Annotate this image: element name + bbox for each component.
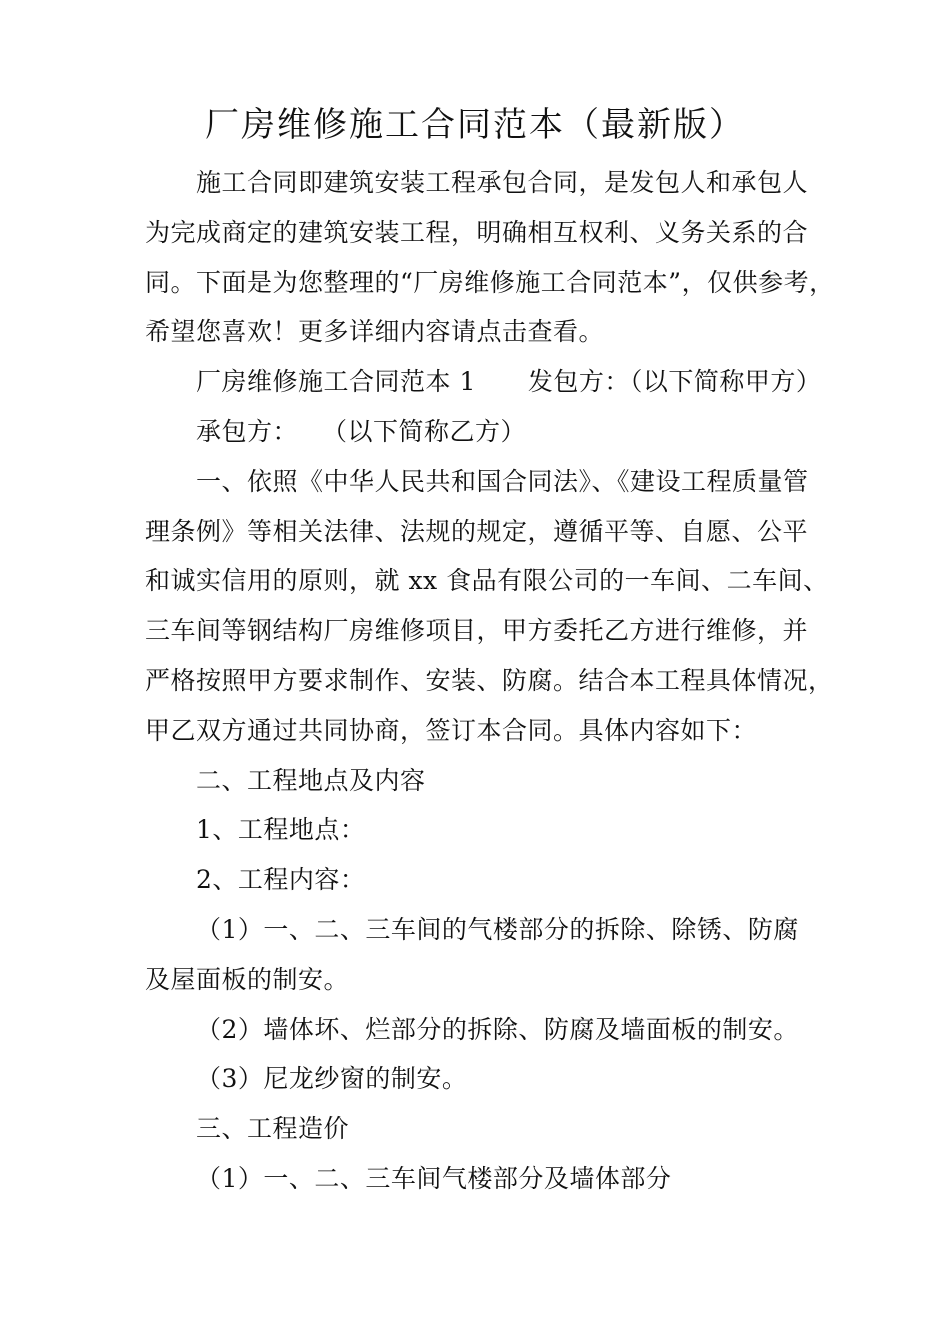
list-item: （1）一、二、三车间气楼部分及墙体部分 bbox=[196, 1164, 672, 1193]
party-a-label: 发包方：（以下简称甲方） bbox=[527, 367, 822, 396]
list-item: （2）墙体坏、烂部分的拆除、防腐及墙面板的制安。 bbox=[196, 1015, 799, 1044]
contract-heading-line bbox=[196, 364, 876, 400]
list-item: （3）尼龙纱窗的制安。 bbox=[196, 1064, 468, 1093]
contract-heading: 厂房维修施工合同范本 1 bbox=[196, 367, 476, 396]
paragraph-line: 同。下面是为您整理的“厂房维修施工合同范本”，仅供参考， bbox=[145, 268, 835, 297]
paragraph-line: 和诚实信用的原则，就 xx 食品有限公司的一车间、二车间、 bbox=[145, 566, 829, 595]
paragraph-line: 及屋面板的制安。 bbox=[145, 965, 350, 994]
paragraph-line: 施工合同即建筑安装工程承包合同，是发包人和承包人 bbox=[196, 168, 809, 197]
section-heading: 二、工程地点及内容 bbox=[196, 766, 426, 795]
party-b-note: （以下简称乙方） bbox=[322, 417, 527, 446]
paragraph-line: 希望您喜欢！更多详细内容请点击查看。 bbox=[145, 317, 605, 346]
party-b-line bbox=[196, 414, 876, 450]
paragraph-line: 为完成商定的建筑安装工程，明确相互权利、义务关系的合 bbox=[145, 218, 809, 247]
party-b-label: 承包方： bbox=[196, 417, 299, 446]
list-item: 1、工程地点： bbox=[196, 815, 366, 844]
paragraph-line: 一、依照《中华人民共和国合同法》、《建设工程质量管 bbox=[196, 467, 809, 496]
document-title: 厂房维修施工合同范本（最新版） bbox=[205, 105, 745, 145]
list-item: 2、工程内容： bbox=[196, 865, 366, 894]
paragraph-line: 三车间等钢结构厂房维修项目，甲方委托乙方进行维修，并 bbox=[145, 616, 809, 645]
paragraph-line: 甲乙双方通过共同协商，签订本合同。具体内容如下： bbox=[145, 716, 758, 745]
list-item: （1）一、二、三车间的气楼部分的拆除、除锈、防腐 bbox=[196, 915, 799, 944]
paragraph-line: 严格按照甲方要求制作、安装、防腐。结合本工程具体情况， bbox=[145, 666, 834, 695]
paragraph-line: 理条例》等相关法律、法规的规定，遵循平等、自愿、公平 bbox=[145, 517, 809, 546]
section-heading: 三、工程造价 bbox=[196, 1114, 350, 1143]
